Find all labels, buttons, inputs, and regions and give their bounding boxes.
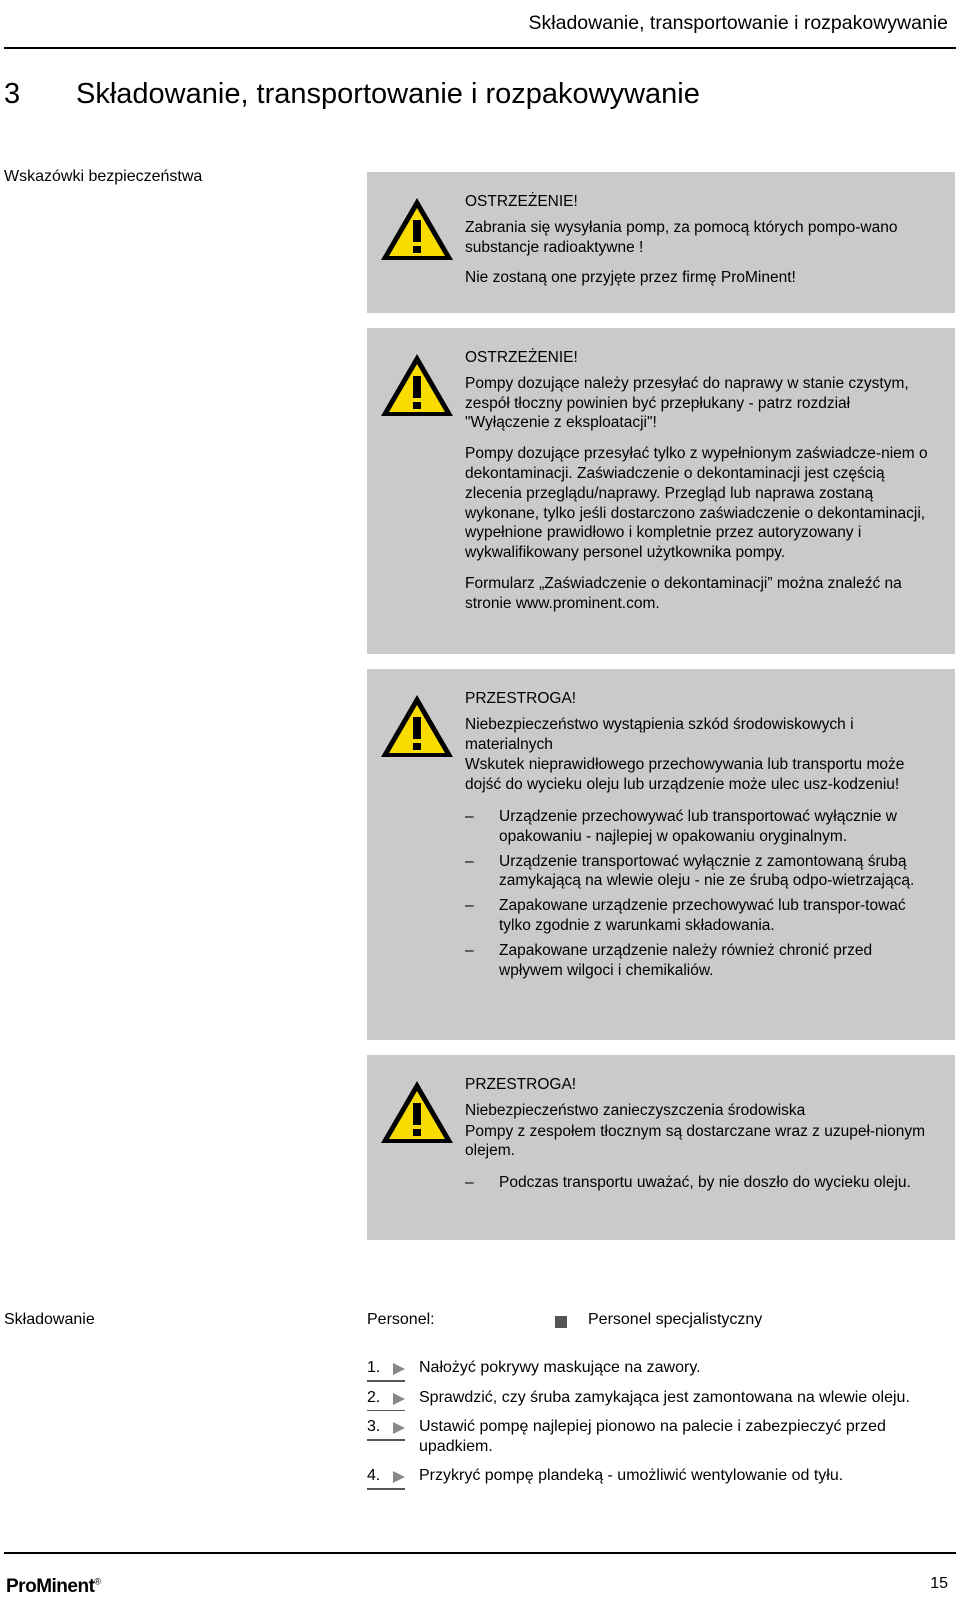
page-number: 15 bbox=[930, 1575, 948, 1592]
logo-registered-mark: ® bbox=[94, 1576, 101, 1587]
step-arrow-icon bbox=[393, 1422, 405, 1434]
caution-list bbox=[465, 807, 931, 980]
running-header: Składowanie, transportowanie i rozpakowywanie bbox=[528, 12, 948, 34]
list-item: – Zapakowane urządzenie przechowywać lub transpor-tować tylko zgodnie z warunkami składowania. bbox=[465, 896, 931, 936]
step-arrow-icon bbox=[393, 1363, 405, 1375]
warning-signal-word: OSTRZEŻENIE! bbox=[465, 349, 578, 366]
step-text: Przykryć pompę plandeką - umożliwić wentylowanie od tyłu. bbox=[419, 1467, 844, 1484]
prominent-logo bbox=[6, 1576, 101, 1598]
step-number: 3. bbox=[367, 1418, 381, 1435]
personnel-row bbox=[367, 1311, 927, 1329]
warning-text: Formularz „Zaświadczenie o dekontaminacji” można znaleźć na stronie www.prominent.com. bbox=[465, 574, 902, 612]
chapter-title: Składowanie, transportowanie i rozpakowywanie bbox=[76, 78, 700, 110]
caution-text: Pompy z zespołem tłocznym są dostarczane wraz z uzupeł-nionym olejem. bbox=[465, 1122, 926, 1160]
step-number: 1. bbox=[367, 1359, 381, 1376]
list-item: – Urządzenie przechowywać lub transportować wyłącznie w opakowaniu - najlepiej w opakowaniu oryginalnym. bbox=[465, 807, 931, 847]
caution-lead: Niebezpieczeństwo wystąpienia szkód środowiskowych i materialnych bbox=[465, 715, 854, 753]
personnel-value: Personel specjalistyczny bbox=[588, 1311, 763, 1328]
step-text: Sprawdzić, czy śruba zamykająca jest zamontowana na wlewie oleju. bbox=[419, 1388, 910, 1406]
square-bullet-icon bbox=[555, 1316, 567, 1328]
step-number: 4. bbox=[367, 1467, 381, 1484]
chapter-heading bbox=[4, 78, 700, 111]
logo-pro: Pro bbox=[6, 1576, 37, 1597]
step-item bbox=[367, 1466, 947, 1486]
step-arrow-icon bbox=[393, 1393, 405, 1405]
caution-list bbox=[465, 1173, 931, 1193]
step-text: Nałożyć pokrywy maskujące na zawory. bbox=[419, 1359, 701, 1376]
personnel-label: Personel: bbox=[367, 1311, 435, 1328]
list-item: – Urządzenie transportować wyłącznie z zamontowaną śrubą zamykającą na wlewie oleju - nie ze śrubą odpo-wietrzającą. bbox=[465, 852, 931, 892]
storage-section-label: Składowanie bbox=[4, 1311, 95, 1328]
warning-box-2 bbox=[367, 328, 955, 654]
step-arrow-icon bbox=[393, 1471, 405, 1483]
step-text: Ustawić pompę najlepiej pionowo na palecie i zabezpieczyć przed upadkiem. bbox=[419, 1418, 886, 1455]
caution-signal-word: PRZESTROGA! bbox=[465, 690, 577, 707]
step-item bbox=[367, 1358, 947, 1378]
warning-icon bbox=[379, 1079, 455, 1145]
warning-signal-word: OSTRZEŻENIE! bbox=[465, 193, 578, 210]
safety-section-label: Wskazówki bezpieczeństwa bbox=[4, 168, 203, 185]
warning-box-1 bbox=[367, 172, 955, 313]
storage-steps bbox=[367, 1358, 947, 1496]
list-item: – Zapakowane urządzenie należy również chronić przed wpływem wilgoci i chemikaliów. bbox=[465, 941, 931, 981]
step-number: 2. bbox=[367, 1388, 381, 1406]
warning-icon bbox=[379, 196, 455, 262]
header-divider bbox=[4, 47, 956, 49]
warning-text: Zabrania się wysyłania pomp, za pomocą których pompo-wano substancje radioaktywne ! bbox=[465, 218, 898, 256]
warning-text: Nie zostaną one przyjęte przez firmę ProMinent! bbox=[465, 269, 796, 287]
caution-text: Wskutek nieprawidłowego przechowywania lub transportu może dojść do wycieku oleju lub urządzenie może ulec usz-kodzeniu! bbox=[465, 756, 905, 794]
warning-icon bbox=[379, 352, 455, 418]
list-item: – Podczas transportu uważać, by nie doszło do wycieku oleju. bbox=[465, 1173, 931, 1193]
warning-icon bbox=[379, 693, 455, 759]
caution-box-2 bbox=[367, 1055, 955, 1240]
caution-signal-word: PRZESTROGA! bbox=[465, 1076, 577, 1093]
step-item bbox=[367, 1388, 947, 1408]
caution-lead: Niebezpieczeństwo zanieczyszczenia środowiska bbox=[465, 1101, 806, 1119]
logo-minent: Minent bbox=[36, 1576, 95, 1597]
chapter-number: 3 bbox=[4, 78, 21, 110]
footer-divider bbox=[4, 1552, 956, 1554]
warning-text: Pompy dozujące przesyłać tylko z wypełnionym zaświadcze-niem o dekontaminacji. Zaświadczenie o dekontaminacji jest częścią zlecenia przeglądu/naprawy. Przegląd lub naprawa zostaną wykonane, tylko jeśli dostarczono zaświadczenie o dekontaminacji, wypełnione prawidłowo i kompletnie przez autoryzowany i wykwalifikowany personel użytkownika pompy. bbox=[465, 445, 928, 562]
warning-text: Pompy dozujące należy przesyłać do naprawy w stanie czystym, zespół tłoczny powinien być przepłukany - patrz rozdział "Wyłączenie z eksploatacji"! bbox=[465, 374, 909, 432]
step-item bbox=[367, 1417, 947, 1456]
caution-box-1 bbox=[367, 669, 955, 1040]
